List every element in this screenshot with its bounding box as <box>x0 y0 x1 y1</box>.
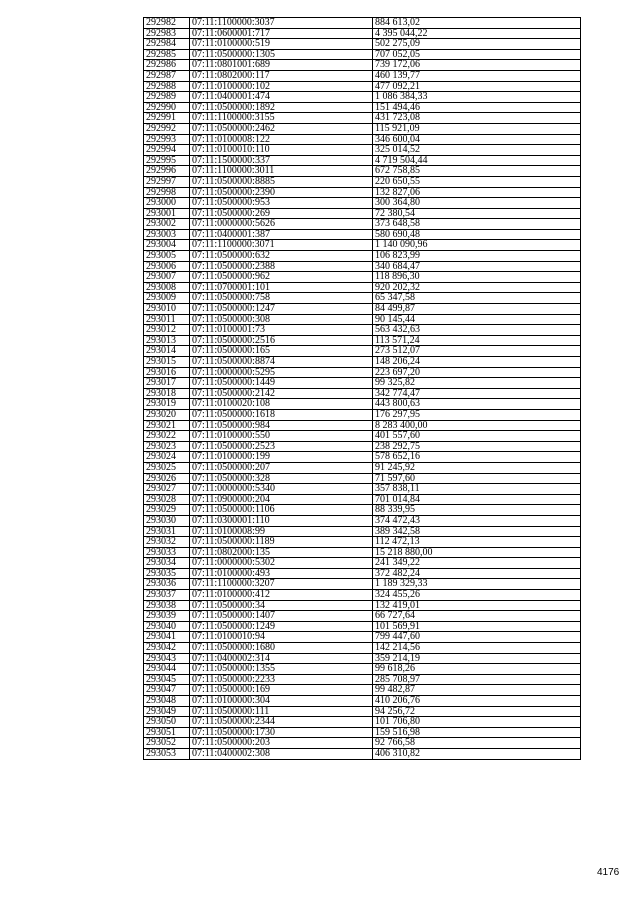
row-number-cell: 293045 <box>144 674 190 685</box>
table-row <box>144 558 581 569</box>
value-cell: 707 052,05 <box>373 49 581 60</box>
row-number-cell: 292990 <box>144 102 190 113</box>
value-cell: 15 218 880,00 <box>373 547 581 558</box>
row-number-cell: 293052 <box>144 738 190 749</box>
value-cell: 66 727,64 <box>373 611 581 622</box>
row-number-cell: 293013 <box>144 335 190 346</box>
row-number-cell: 292993 <box>144 134 190 145</box>
table-row <box>144 155 581 166</box>
value-cell: 672 758,85 <box>373 166 581 177</box>
table-row <box>144 632 581 643</box>
value-cell: 580 690,48 <box>373 229 581 240</box>
value-cell: 443 800,63 <box>373 399 581 410</box>
row-number-cell: 293038 <box>144 600 190 611</box>
value-cell: 373 648,58 <box>373 219 581 230</box>
table-row <box>144 579 581 590</box>
table-row <box>144 251 581 262</box>
value-cell: 99 482,87 <box>373 685 581 696</box>
cadastral-number-cell: 07:11:0500000:1618 <box>190 409 373 420</box>
value-cell: 112 472,13 <box>373 537 581 548</box>
value-cell: 101 569,91 <box>373 621 581 632</box>
table-row <box>144 123 581 134</box>
row-number-cell: 293017 <box>144 378 190 389</box>
value-cell: 99 618,26 <box>373 664 581 675</box>
value-cell: 241 349,22 <box>373 558 581 569</box>
cadastral-number-cell: 07:11:0801001:689 <box>190 60 373 71</box>
value-cell: 920 202,32 <box>373 282 581 293</box>
table-row <box>144 187 581 198</box>
table-row <box>144 81 581 92</box>
value-cell: 359 214,19 <box>373 653 581 664</box>
table-row <box>144 420 581 431</box>
table-row <box>144 325 581 336</box>
cadastral-number-cell: 07:11:0500000:1355 <box>190 664 373 675</box>
row-number-cell: 293009 <box>144 293 190 304</box>
value-cell: 374 472,43 <box>373 515 581 526</box>
row-number-cell: 293008 <box>144 282 190 293</box>
table-row <box>144 113 581 124</box>
value-cell: 1 189 329,33 <box>373 579 581 590</box>
value-cell: 142 214,56 <box>373 643 581 654</box>
table-row <box>144 92 581 103</box>
table-row <box>144 314 581 325</box>
row-number-cell: 293033 <box>144 547 190 558</box>
row-number-cell: 293028 <box>144 494 190 505</box>
value-cell: 151 494,46 <box>373 102 581 113</box>
row-number-cell: 292998 <box>144 187 190 198</box>
value-cell: 739 172,06 <box>373 60 581 71</box>
value-cell: 238 292,75 <box>373 441 581 452</box>
table-row <box>144 304 581 315</box>
table-row <box>144 102 581 113</box>
row-number-cell: 293041 <box>144 632 190 643</box>
cadastral-number-cell: 07:11:1100000:3011 <box>190 166 373 177</box>
cadastral-number-cell: 07:11:0000000:5302 <box>190 558 373 569</box>
value-cell: 92 766,58 <box>373 738 581 749</box>
row-number-cell: 292983 <box>144 28 190 39</box>
row-number-cell: 293031 <box>144 526 190 537</box>
value-cell: 799 447,60 <box>373 632 581 643</box>
value-cell: 159 516,98 <box>373 727 581 738</box>
row-number-cell: 293039 <box>144 611 190 622</box>
cadastral-value-table <box>143 17 581 760</box>
cadastral-number-cell: 07:11:0500000:1249 <box>190 621 373 632</box>
cadastral-number-cell: 07:11:0500000:308 <box>190 314 373 325</box>
cadastral-number-cell: 07:11:0500000:1680 <box>190 643 373 654</box>
row-number-cell: 293016 <box>144 367 190 378</box>
table-row <box>144 240 581 251</box>
value-cell: 115 921,09 <box>373 123 581 134</box>
cadastral-number-cell: 07:11:0500000:2233 <box>190 674 373 685</box>
value-cell: 346 600,04 <box>373 134 581 145</box>
table-row <box>144 674 581 685</box>
table-row <box>144 261 581 272</box>
row-number-cell: 293036 <box>144 579 190 590</box>
cadastral-number-cell: 07:11:0500000:1892 <box>190 102 373 113</box>
table-row <box>144 229 581 240</box>
table-row <box>144 346 581 357</box>
row-number-cell: 293024 <box>144 452 190 463</box>
value-cell: 132 419,01 <box>373 600 581 611</box>
value-cell: 410 206,76 <box>373 696 581 707</box>
cadastral-number-cell: 07:11:0300001:110 <box>190 515 373 526</box>
value-cell: 502 275,09 <box>373 39 581 50</box>
table-row <box>144 357 581 368</box>
table-row <box>144 738 581 749</box>
row-number-cell: 293032 <box>144 537 190 548</box>
row-number-cell: 293015 <box>144 357 190 368</box>
value-cell: 220 650,55 <box>373 176 581 187</box>
cadastral-number-cell: 07:11:0500000:207 <box>190 462 373 473</box>
row-number-cell: 292996 <box>144 166 190 177</box>
cadastral-number-cell: 07:11:0500000:962 <box>190 272 373 283</box>
table-row <box>144 166 581 177</box>
table-row <box>144 515 581 526</box>
table-row <box>144 505 581 516</box>
table-row <box>144 748 581 759</box>
value-cell: 884 613,02 <box>373 18 581 29</box>
value-cell: 8 283 400,00 <box>373 420 581 431</box>
value-cell: 71 597,60 <box>373 473 581 484</box>
row-number-cell: 293005 <box>144 251 190 262</box>
table-row <box>144 70 581 81</box>
table-row <box>144 134 581 145</box>
value-cell: 477 092,21 <box>373 81 581 92</box>
value-cell: 84 499,87 <box>373 304 581 315</box>
cadastral-number-cell: 07:11:0400002:314 <box>190 653 373 664</box>
cadastral-number-cell: 07:11:0400002:308 <box>190 748 373 759</box>
cadastral-number-cell: 07:11:0500000:2523 <box>190 441 373 452</box>
cadastral-number-cell: 07:11:0500000:2462 <box>190 123 373 134</box>
value-cell: 106 823,99 <box>373 251 581 262</box>
table-row <box>144 484 581 495</box>
page-number: 4176 <box>597 867 620 878</box>
row-number-cell: 293006 <box>144 261 190 272</box>
cadastral-number-cell: 07:11:0000000:5295 <box>190 367 373 378</box>
row-number-cell: 293026 <box>144 473 190 484</box>
cadastral-number-cell: 07:11:0000000:5626 <box>190 219 373 230</box>
row-number-cell: 293027 <box>144 484 190 495</box>
table-row <box>144 18 581 29</box>
row-number-cell: 293043 <box>144 653 190 664</box>
table-row <box>144 335 581 346</box>
cadastral-number-cell: 07:11:1100000:3071 <box>190 240 373 251</box>
table-row <box>144 60 581 71</box>
cadastral-number-cell: 07:11:0500000:34 <box>190 600 373 611</box>
cadastral-number-cell: 07:11:0500000:269 <box>190 208 373 219</box>
row-number-cell: 293010 <box>144 304 190 315</box>
table-row <box>144 643 581 654</box>
table-row <box>144 653 581 664</box>
table-row <box>144 717 581 728</box>
cadastral-number-cell: 07:11:0500000:1189 <box>190 537 373 548</box>
value-cell: 65 347,58 <box>373 293 581 304</box>
table-row <box>144 367 581 378</box>
cadastral-number-cell: 07:11:1100000:3155 <box>190 113 373 124</box>
row-number-cell: 293025 <box>144 462 190 473</box>
table-row <box>144 378 581 389</box>
row-number-cell: 293007 <box>144 272 190 283</box>
row-number-cell: 293019 <box>144 399 190 410</box>
row-number-cell: 293022 <box>144 431 190 442</box>
cadastral-number-cell: 07:11:1100000:3207 <box>190 579 373 590</box>
table-row <box>144 537 581 548</box>
table-row <box>144 590 581 601</box>
cadastral-number-cell: 07:11:0600001:717 <box>190 28 373 39</box>
table-row <box>144 293 581 304</box>
table-body <box>144 18 581 760</box>
table-row <box>144 28 581 39</box>
value-cell: 4 719 504,44 <box>373 155 581 166</box>
row-number-cell: 293049 <box>144 706 190 717</box>
value-cell: 273 512,07 <box>373 346 581 357</box>
cadastral-number-cell: 07:11:0100010:110 <box>190 145 373 156</box>
cadastral-number-cell: 07:11:0100008:122 <box>190 134 373 145</box>
cadastral-number-cell: 07:11:0500000:111 <box>190 706 373 717</box>
value-cell: 285 708,97 <box>373 674 581 685</box>
cadastral-number-cell: 07:11:1500000:337 <box>190 155 373 166</box>
row-number-cell: 293029 <box>144 505 190 516</box>
value-cell: 101 706,80 <box>373 717 581 728</box>
row-number-cell: 293053 <box>144 748 190 759</box>
value-cell: 325 014,52 <box>373 145 581 156</box>
cadastral-number-cell: 07:11:0100000:102 <box>190 81 373 92</box>
table-row <box>144 145 581 156</box>
cadastral-number-cell: 07:11:0500000:758 <box>190 293 373 304</box>
cadastral-number-cell: 07:11:0500000:1305 <box>190 49 373 60</box>
table-row <box>144 282 581 293</box>
cadastral-number-cell: 07:11:0100000:493 <box>190 568 373 579</box>
value-cell: 94 256,72 <box>373 706 581 717</box>
value-cell: 701 014,84 <box>373 494 581 505</box>
row-number-cell: 293018 <box>144 388 190 399</box>
table-row <box>144 685 581 696</box>
row-number-cell: 293050 <box>144 717 190 728</box>
row-number-cell: 292988 <box>144 81 190 92</box>
row-number-cell: 293047 <box>144 685 190 696</box>
value-cell: 357 838,11 <box>373 484 581 495</box>
value-cell: 148 206,24 <box>373 357 581 368</box>
row-number-cell: 293003 <box>144 229 190 240</box>
cadastral-number-cell: 07:11:0500000:953 <box>190 198 373 209</box>
table-row <box>144 176 581 187</box>
row-number-cell: 292985 <box>144 49 190 60</box>
row-number-cell: 292989 <box>144 92 190 103</box>
cadastral-number-cell: 07:11:0100000:304 <box>190 696 373 707</box>
row-number-cell: 293012 <box>144 325 190 336</box>
cadastral-number-cell: 07:11:0100001:73 <box>190 325 373 336</box>
table-row <box>144 49 581 60</box>
value-cell: 88 339,95 <box>373 505 581 516</box>
cadastral-number-cell: 07:11:0500000:2516 <box>190 335 373 346</box>
table-row <box>144 526 581 537</box>
table-row <box>144 494 581 505</box>
row-number-cell: 292994 <box>144 145 190 156</box>
row-number-cell: 293004 <box>144 240 190 251</box>
cadastral-number-cell: 07:11:0100000:519 <box>190 39 373 50</box>
table-row <box>144 727 581 738</box>
table-row <box>144 664 581 675</box>
cadastral-number-cell: 07:11:0100000:412 <box>190 590 373 601</box>
value-cell: 113 571,24 <box>373 335 581 346</box>
cadastral-number-cell: 07:11:0500000:328 <box>190 473 373 484</box>
value-cell: 91 245,92 <box>373 462 581 473</box>
cadastral-number-cell: 07:11:0400001:387 <box>190 229 373 240</box>
table-row <box>144 388 581 399</box>
row-number-cell: 293044 <box>144 664 190 675</box>
row-number-cell: 293048 <box>144 696 190 707</box>
cadastral-number-cell: 07:11:0500000:632 <box>190 251 373 262</box>
value-cell: 1 140 090,96 <box>373 240 581 251</box>
cadastral-number-cell: 07:11:0500000:203 <box>190 738 373 749</box>
row-number-cell: 293035 <box>144 568 190 579</box>
table-row <box>144 600 581 611</box>
cadastral-number-cell: 07:11:0400001:474 <box>190 92 373 103</box>
value-cell: 1 086 384,33 <box>373 92 581 103</box>
value-cell: 4 395 044,22 <box>373 28 581 39</box>
cadastral-number-cell: 07:11:0700001:101 <box>190 282 373 293</box>
cadastral-number-cell: 07:11:0500000:1106 <box>190 505 373 516</box>
row-number-cell: 293034 <box>144 558 190 569</box>
row-number-cell: 293020 <box>144 409 190 420</box>
table-row <box>144 611 581 622</box>
cadastral-number-cell: 07:11:1100000:3037 <box>190 18 373 29</box>
row-number-cell: 292984 <box>144 39 190 50</box>
value-cell: 340 684,47 <box>373 261 581 272</box>
value-cell: 72 380,54 <box>373 208 581 219</box>
row-number-cell: 292982 <box>144 18 190 29</box>
value-cell: 563 432,63 <box>373 325 581 336</box>
value-cell: 132 827,06 <box>373 187 581 198</box>
cadastral-number-cell: 07:11:0500000:1407 <box>190 611 373 622</box>
cadastral-number-cell: 07:11:0500000:165 <box>190 346 373 357</box>
value-cell: 118 896,30 <box>373 272 581 283</box>
row-number-cell: 292987 <box>144 70 190 81</box>
table-row <box>144 706 581 717</box>
row-number-cell: 292997 <box>144 176 190 187</box>
table-row <box>144 696 581 707</box>
table-row <box>144 399 581 410</box>
value-cell: 372 482,24 <box>373 568 581 579</box>
value-cell: 342 774,47 <box>373 388 581 399</box>
cadastral-number-cell: 07:11:0500000:8874 <box>190 357 373 368</box>
cadastral-number-cell: 07:11:0100020:108 <box>190 399 373 410</box>
cadastral-number-cell: 07:11:0802000:117 <box>190 70 373 81</box>
table-row <box>144 409 581 420</box>
row-number-cell: 293000 <box>144 198 190 209</box>
cadastral-number-cell: 07:11:0100010:94 <box>190 632 373 643</box>
cadastral-number-cell: 07:11:0100000:550 <box>190 431 373 442</box>
value-cell: 389 342,58 <box>373 526 581 537</box>
value-cell: 176 297,95 <box>373 409 581 420</box>
table-row <box>144 462 581 473</box>
row-number-cell: 292986 <box>144 60 190 71</box>
value-cell: 401 557,60 <box>373 431 581 442</box>
row-number-cell: 292995 <box>144 155 190 166</box>
cadastral-number-cell: 07:11:0100008:99 <box>190 526 373 537</box>
row-number-cell: 293021 <box>144 420 190 431</box>
row-number-cell: 293037 <box>144 590 190 601</box>
row-number-cell: 293030 <box>144 515 190 526</box>
cadastral-number-cell: 07:11:0000000:5340 <box>190 484 373 495</box>
row-number-cell: 293001 <box>144 208 190 219</box>
row-number-cell: 292992 <box>144 123 190 134</box>
cadastral-number-cell: 07:11:0500000:169 <box>190 685 373 696</box>
value-cell: 578 652,16 <box>373 452 581 463</box>
row-number-cell: 293002 <box>144 219 190 230</box>
value-cell: 90 145,44 <box>373 314 581 325</box>
table-row <box>144 219 581 230</box>
table-row <box>144 452 581 463</box>
cadastral-number-cell: 07:11:0500000:2344 <box>190 717 373 728</box>
row-number-cell: 293042 <box>144 643 190 654</box>
cadastral-number-cell: 07:11:0500000:1730 <box>190 727 373 738</box>
cadastral-number-cell: 07:11:0500000:2142 <box>190 388 373 399</box>
table-row <box>144 568 581 579</box>
row-number-cell: 293023 <box>144 441 190 452</box>
table-row <box>144 621 581 632</box>
value-cell: 460 139,77 <box>373 70 581 81</box>
table-row <box>144 198 581 209</box>
value-cell: 431 723,08 <box>373 113 581 124</box>
table-row <box>144 441 581 452</box>
row-number-cell: 293051 <box>144 727 190 738</box>
value-cell: 324 455,26 <box>373 590 581 601</box>
value-cell: 223 697,20 <box>373 367 581 378</box>
cadastral-number-cell: 07:11:0500000:2388 <box>190 261 373 272</box>
table-row <box>144 39 581 50</box>
value-cell: 300 364,80 <box>373 198 581 209</box>
cadastral-number-cell: 07:11:0500000:1247 <box>190 304 373 315</box>
cadastral-number-cell: 07:11:0500000:8885 <box>190 176 373 187</box>
table-row <box>144 431 581 442</box>
table-row <box>144 208 581 219</box>
value-cell: 406 310,82 <box>373 748 581 759</box>
row-number-cell: 293040 <box>144 621 190 632</box>
table-row <box>144 272 581 283</box>
row-number-cell: 292991 <box>144 113 190 124</box>
value-cell: 99 325,82 <box>373 378 581 389</box>
cadastral-number-cell: 07:11:0500000:2390 <box>190 187 373 198</box>
row-number-cell: 293014 <box>144 346 190 357</box>
cadastral-number-cell: 07:11:0100000:199 <box>190 452 373 463</box>
table-row <box>144 473 581 484</box>
cadastral-number-cell: 07:11:0802000:135 <box>190 547 373 558</box>
table-row <box>144 547 581 558</box>
cadastral-number-cell: 07:11:0900000:204 <box>190 494 373 505</box>
row-number-cell: 293011 <box>144 314 190 325</box>
cadastral-number-cell: 07:11:0500000:984 <box>190 420 373 431</box>
cadastral-number-cell: 07:11:0500000:1449 <box>190 378 373 389</box>
